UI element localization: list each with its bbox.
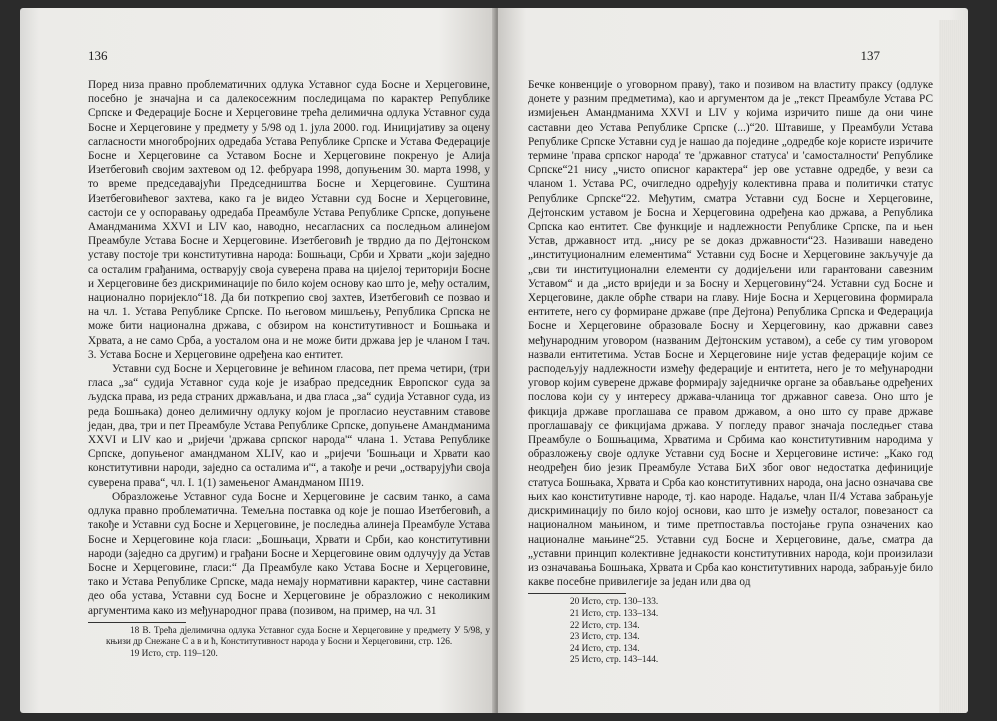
footnote: 20 Исто, стр. 130–133.: [570, 597, 659, 608]
paragraph: Образложење Уставног суда Босне и Херцеговине је сасвим танко, а сама одлука правно проблематична. Темељна поставка од које је пошао Изетбеговић, а такође и Уставни суд Босне и Херцеговине, је последња алинеја Преамбуле Устава Босне и Херцеговине која гласи: „Бошњаци, Хрвати и Срби, као конститутивни народи (заједно са другим) и грађани Босне и Херцеговине овим одлучују да Устав Босне и Херцеговине, гласи:“ Да Преамбуле како Устава Босне и Херцеговине, тако и Устава Републике Српске, мада немају нормативни карактер, чине саставни део оба устава, Уставни суд Босне и Херцеговине је образложио с неколиким аргументима како из међународног права (позивом, на пример, на чл. 31: [88, 490, 490, 617]
left-page: [20, 8, 496, 713]
footnote: 22 Исто, стр. 134.: [570, 620, 640, 631]
footnote: 19 Исто, стр. 119–120.: [130, 648, 218, 659]
footnote-divider: [528, 593, 626, 594]
footnote: 24 Исто, стр. 134.: [570, 643, 640, 654]
paragraph: Бечке конвенције о уговорном праву), тако и позивом на властиту праксу (одлуке донете у разним предметима), као и аргументом да је „текст Преамбуле Устава РС измијењен Амандманима XXVI и LIV у којима изричито пише да они чине саставни део Устава Републике Српске (...)“20. Штавише, у Преамбули Устава Републике Српске Уставни суд је нашао да појединe „одредбе које користе изричите термине 'права српског народа' те 'државног статуса' и 'самосталности' Републике Српске“21 нису „чисто описног карактера“ јер ове уставне одредбе, у вези са чланом 1. Устава РС, очигледно одређују колективна права и политички статус Републике Српске“22. Међутим, сматра Уставни суд Босне и Херцеговине, Дејтонским уставом је Босна и Херцеговина одређена као држава, а Република Српска као ентитет. Све функције и надлежности Републике Српске, па и њен Устав, државност итд. „нису ре se доказ државности“23. Називаши наведено „институционалним елементима“ Уставни суд Босне и Херцеговине закључује да „сви ти институционални елементи су додијељени или гарантовани савезним Уставом“ и да „исто вриједи и за Босну и Херцеговину“24. Уставни суд Босне и Херцеговине, дакле обрће ствари на главу. Није Босна и Херцеговина формирала ентитете, него су формиране државе (пре Дејтона) Република Српска и Федерација Босне и Херцеговине образовале Босну и Херцеговину, као државни савез међународним уговором (названим Дејтонским уставом), а себе су тим уговором назвали ентитетима. Устав Босне и Херцеговине није устав федерације којим се расподељују надлежности између федерације и ентитета, него је то међународни уговор којим суверене државе формирају заједничке органе за обављање одређених послова који су у интересу држава-чланица тог државног савеза. Оно што је фикција државе проглашава се правом државом, а оно што су праве државе проглашавају се фикцијама држава. У погледу правог значаја последњег става Преамбуле о Бошњацима, Хрватима и Србима као конститутивним народима у образложењу своје одлуке Уставни суд Босне и Херцеговине истиче: „Како год неодређен био језик Преамбуле Устава БиХ због овог недостатка дефиниције статуса Бошњака, Хрвата и Срба као конститутивних народа, она јасно означава све њих као конститутивне народе, тј. као народе. Надаље, члан II/4 Устава забрањује дискриминацију по било којој основи, као што је између осталог, повезаност са националном мањином, и тиме претпоставља постојање група означених као националне мањине“25. Уставни суд Босне и Херцеговине, даље, сматра да „уставни принцип колективне једнакости конститутивних народа, који произилази из означавања Бошњака, Хрвата и Срба као конститутивних народа, забрањује било какве посебне привилегије за један или два од: [528, 79, 933, 589]
footnote-divider: [88, 622, 186, 623]
footnote: 23 Исто, стр. 134.: [570, 632, 640, 643]
paragraph: Поред низа правно проблематичних одлука Уставног суда Босне и Херцеговине, посебно је значајна и са далекосежним последицама по карактер Републике Српске и Федерације Босне и Херцеговине трећа делимична одлука Уставног суда Босне и Херцеговине у предмету у 5/98 од 1. јула 2000. год. Иницијативу за оцену сагласности многобројних одредаба Устава Републике Српске и Устава Федерације Босне и Херцеговине са Уставом Босне и Херцеговине покренуо је Алија Изетбеговић својим захтевом од 12. фебруара 1998, допуњеним 30. марта 1998, у то време председавајући Председништва Босне и Херцеговине. Суштина Изетбеговићевог захтева, како га је видео Уставни суд Босне и Херцеговине, састоји се у оспоравању одредаба Преамбуле Устава Републике Српске, допуњене Амандманима XXVI и LIV као, наводно, несагласних са последњом алинејом Преамбуле Устава Босне и Херцеговине. Изетбеговић је тврдио да по Дејтонском уставу постоје три конститутивна народа: Бошњаци, Срби и Хрвати „који заједно са осталим грађанима, остварују своја суверена права на цијелој територији Босне и Херцеговине без дискриминације по било којем основу као што је, међу осталим, национално поријекло“18. Да би поткрепио свој захтев, Изетбеговић се позвао и на чл. 1. Устава Републике Српске. По његовом мишљењу, Република Српска не може бити национална држава, с обзиром на конститутивност и Бошњака и Хрвата, а не само Срба, а уосталом она и не може бити држава јер је чланом I тач. 3. Устава Босне и Херцеговине одређена као ентитет.: [88, 79, 490, 361]
page-body: [528, 78, 933, 667]
page-number: 136: [88, 48, 108, 63]
footnote: 25 Исто, стр. 143–144.: [570, 655, 659, 666]
paragraph: Уставни суд Босне и Херцеговине је већином гласова, пет према четири, (три гласа „за“ судија Уставног суда које је изабрао председник Европског суда за људска права, из реда страних држављана, и два гласа „за“ судија Уставног суда, из реда Бошњака) донео делимичну одлуку којом је прогласио неуставним ставове један, два, три и пет Преамбуле Устава Републике Српске, допуњене Амандманима XXVI и LIV као и „ријечи 'држава српског народа'“ члана 1. Устава Републике Српске, допуњеног амандманом XLIV, као и „ријечи 'Бошњаци и Хрвати као конститутивни народи, заједно са осталима и'“, а такође и речи „остварујући своја суверена права“, чл. I. 1(1) замењеног Амандманом III19.: [88, 363, 490, 489]
footnote: 21 Исто, стр. 133–134.: [570, 608, 659, 619]
footnote: 18 В. Трећа дјелимична одлука Уставног суда Босне и Херцеговине у предмету У 5/98, у књизи др Снежане С а в и ћ, Конститутивност народа у Босни и Херцеговини, стр. 126.: [106, 625, 490, 648]
page-edges: [939, 20, 968, 713]
page-body: [88, 78, 490, 661]
right-page: [498, 8, 968, 713]
page-number: 137: [860, 48, 880, 63]
